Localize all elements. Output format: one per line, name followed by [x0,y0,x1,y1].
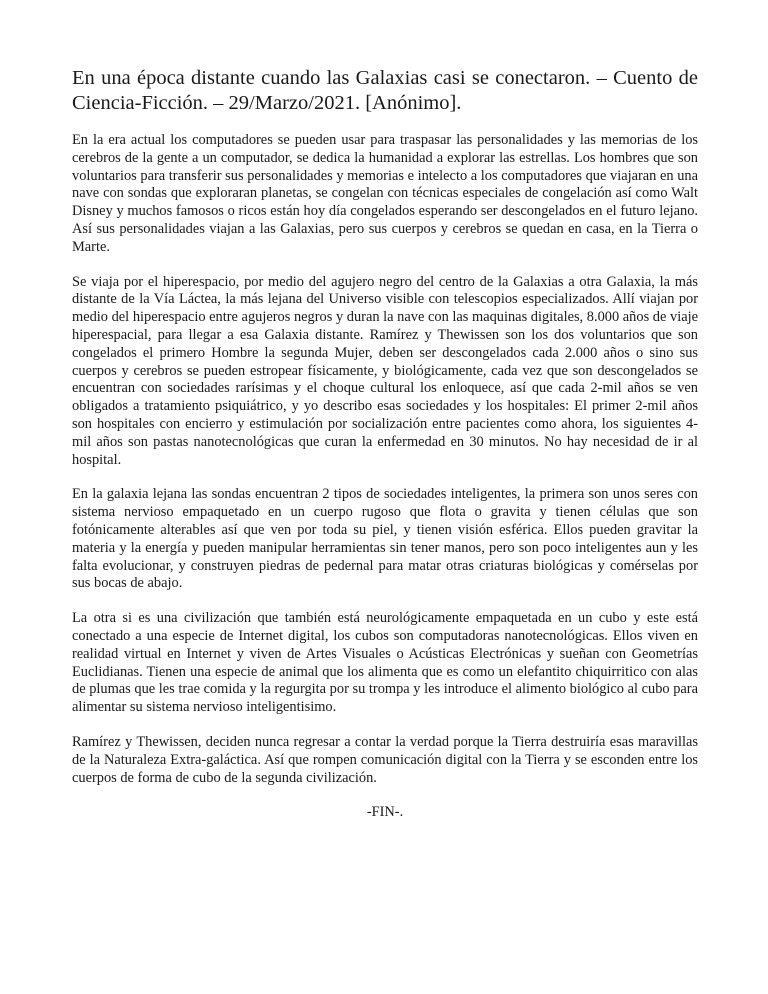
document-title: En una época distante cuando las Galaxias casi se conectaron. – Cuento de Ciencia-Ficción. – 29/Marzo/2021. [Anónimo]. [72,67,698,114]
paragraph-4: La otra si es una civilización que también está neurológicamente empaquetada en un cubo y este está conectado a una especie de Internet digital, los cubos son computadoras nanotecnológicas. Ellos viven en realidad virtual en Internet y viven de Artes Visuales o Acústicas Electrónicas y sueñan con Geometrías Euclidianas. Tienen una especie de animal que los alimenta que es como un elefantito chiquirritico con alas de plumas que les trae comida y la regurgita por su trompa y les introduce el alimento biológico al cubo para alimentar su sistema nervioso inteligentisimo. [72,610,698,716]
paragraph-2: Se viaja por el hiperespacio, por medio del agujero negro del centro de la Galaxias a otra Galaxia, la más distante de la Vía Láctea, la más lejana del Universo visible con telescopios especializados. Allí viajan por medio del hiperespacio entre agujeros negros y duran la nave con las maquinas digitales, 8.000 años de viaje hiperespacial, para llegar a esa Galaxia distante. Ramírez y Thewissen son los dos voluntarios que son congelados el primero Hombre la segunda Mujer, deben ser descongelados cada 2.000 años o sino sus cuerpos y cerebros se pueden estropear físicamente, y biológicamente, cada vez que son descongelados se encuentran con sociedades rarísimas y el choque cultural los enloquece, así que cada 2-mil años se ven obligados a tratamiento psiquiátrico, y yo describo esas sociedades y los hospitales: El primer 2-mil años son hospitales con encierro y estimulación por socialización entre pacientes como ahora, los siguientes 4-mil años son pastas nanotecnológicas que curan la enfermedad en 30 minutos. No hay necesidad de ir al hospital. [72,273,698,468]
paragraph-5: Ramírez y Thewissen, deciden nunca regresar a contar la verdad porque la Tierra destruiría esas maravillas de la Naturaleza Extra-galáctica. Así que rompen comunicación digital con la Tierra y se esconden entre los cuerpos de forma de cubo de la segunda civilización. [72,733,698,786]
paragraph-1: En la era actual los computadores se pueden usar para traspasar las personalidades y las memorias de los cerebros de la gente a un computador, se dedica la humanidad a explorar las estrellas. Los hombres que son voluntarios para transferir sus personalidades y memorias e intelecto a los computadores que viajaran en una nave con sondas que exploraran planetas, se congelan con técnicas especiales de congelación así como Walt Disney y muchos famosos o ricos están hoy día congelados esperando ser descongelados en el futuro lejano. Así sus personalidades viajan a las Galaxias, pero sus cuerpos y cerebros se quedan en casa, en la Tierra o Marte. [72,132,698,255]
document-page [72,66,698,822]
paragraph-3: En la galaxia lejana las sondas encuentran 2 tipos de sociedades inteligentes, la primera son unos seres con sistema nervioso empaquetado en un cuerpo rugoso que flota o gravita y tienen células que son fotónicamente alterables así que ven por toda su piel, y tienen visión esférica. Ellos pueden gravitar la materia y la energía y pueden manipular herramientas sin tener manos, pero son poco inteligentes aun y les falta evolucionar, y construyen piedras de pedernal para matar otras criaturas biológicas y comérselas por sus bocas de abajo. [72,486,698,592]
ending-text: -FIN-. [366,804,404,821]
